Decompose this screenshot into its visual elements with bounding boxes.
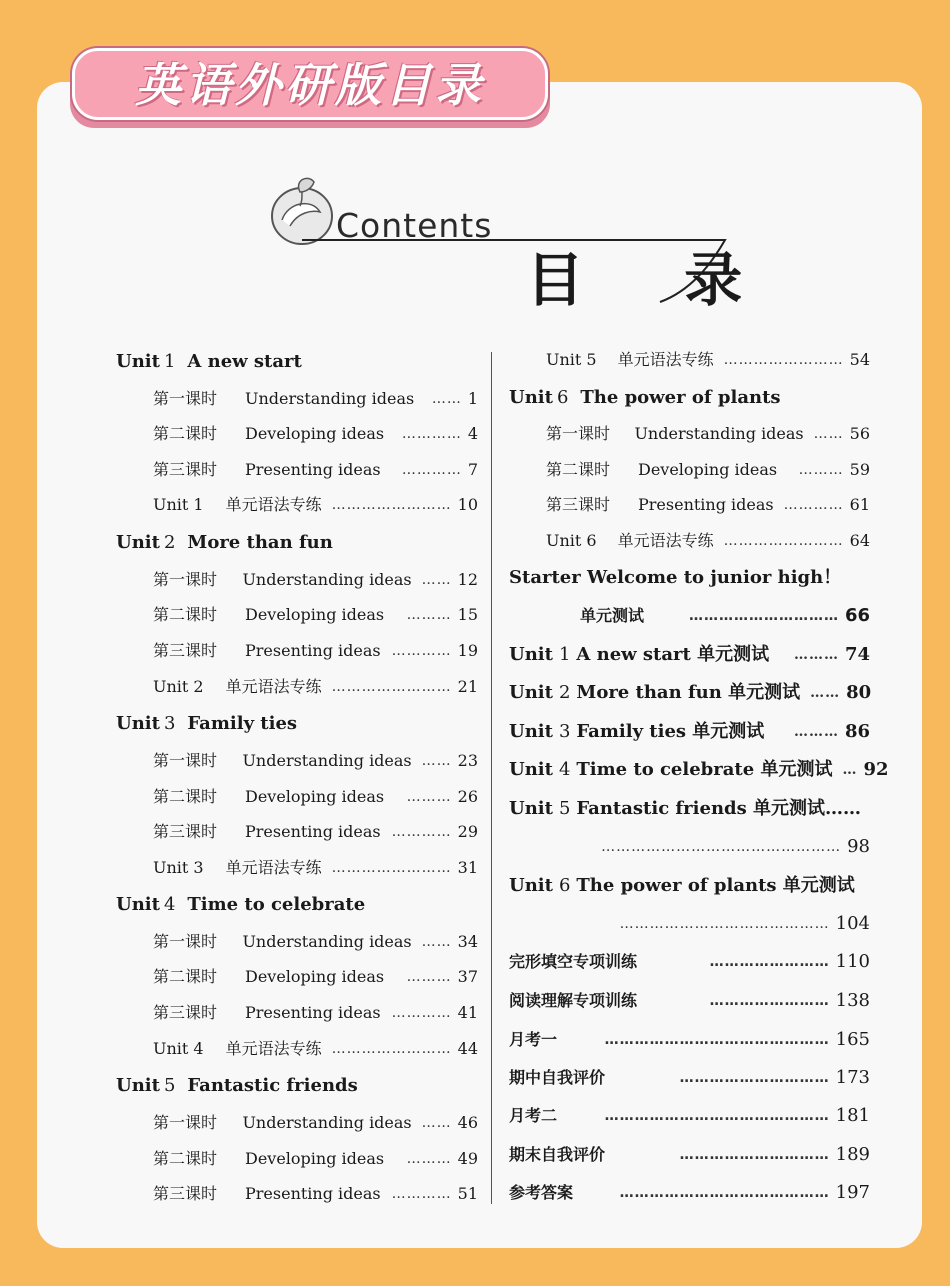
- entry-title: 月考二: [509, 1106, 558, 1125]
- unit-title: The power of plants: [580, 387, 781, 408]
- unit-number: 2: [558, 682, 571, 703]
- toc-entry[interactable]: [153, 490, 478, 520]
- column-divider: [491, 352, 492, 1204]
- unit-title: Time to celebrate: [187, 894, 366, 915]
- leader-dots: ………: [406, 789, 452, 805]
- entry-title: Family ties 单元测试: [576, 721, 765, 742]
- toc-entry[interactable]: [153, 455, 478, 485]
- entry-label: 第二课时: [153, 424, 218, 443]
- entry-title: Presenting ideas: [245, 1184, 381, 1203]
- entry-title: Presenting ideas: [245, 641, 381, 660]
- leader-dots: …………: [391, 1186, 452, 1202]
- entry-title: Understanding ideas: [242, 751, 412, 770]
- toc-entry[interactable]: [509, 1140, 870, 1170]
- entry-title: 单元语法专练: [617, 350, 714, 369]
- unit-title: A new start: [187, 351, 302, 372]
- leader-dots: …………: [401, 426, 462, 442]
- page-number: 7: [467, 460, 478, 479]
- unit-heading[interactable]: [116, 528, 333, 558]
- leader-dots: …………: [783, 497, 844, 513]
- entry-title: Presenting ideas: [245, 822, 381, 841]
- toc-entry[interactable]: [546, 526, 870, 556]
- unit-word: Unit: [116, 532, 160, 553]
- page-number: 189: [835, 1144, 870, 1165]
- entry-title: Time to celebrate 单元测试: [576, 759, 833, 780]
- unit-title: Family ties: [187, 713, 298, 734]
- leader-dots: …………: [401, 462, 462, 478]
- entry-title: A new start 单元测试: [576, 644, 770, 665]
- toc-entry[interactable]: [153, 565, 478, 595]
- unit-title: More than fun: [187, 532, 333, 553]
- banner-title: 英语外研版目录: [135, 58, 485, 112]
- entry-label: 第一课时: [153, 570, 218, 589]
- page-number: 29: [457, 822, 478, 841]
- entry-title: Understanding ideas: [242, 570, 412, 589]
- entry-title: 单元测试: [580, 606, 645, 625]
- page-number: 92: [863, 759, 889, 780]
- entry-title: 期中自我评价: [509, 1068, 606, 1087]
- entry-label: 第一课时: [153, 932, 218, 951]
- entry-label: 第三课时: [153, 1184, 218, 1203]
- unit-test-entry[interactable]: [509, 755, 889, 785]
- title-banner: [72, 48, 548, 120]
- toc-entry[interactable]: [509, 947, 870, 977]
- toc-entry[interactable]: [509, 1178, 870, 1208]
- toc-entry[interactable]: [562, 832, 870, 862]
- mulu-heading: 目 录: [526, 246, 783, 314]
- unit-number: 6: [556, 387, 569, 408]
- toc-entry[interactable]: [153, 998, 478, 1028]
- entry-label: 第二课时: [153, 967, 218, 986]
- leader-dots: ……………………………………: [619, 1185, 830, 1201]
- page-number: 23: [457, 751, 478, 770]
- entry-title: 参考答案: [509, 1183, 574, 1202]
- page-number: 12: [457, 570, 478, 589]
- unit-test-entry[interactable]: [509, 871, 870, 901]
- entry-label: Unit 2: [153, 677, 204, 696]
- leader-dots: ……: [810, 685, 841, 701]
- unit-number: 5: [163, 1075, 176, 1096]
- page-number: 80: [846, 682, 872, 703]
- entry-title: Developing ideas: [245, 787, 385, 806]
- leader-dots: ……: [421, 1115, 452, 1131]
- leader-dots: ………………………………………: [604, 1032, 830, 1048]
- toc-entry[interactable]: [153, 1034, 478, 1064]
- contents-heading: Contents: [336, 206, 493, 245]
- page-number: 98: [847, 836, 870, 857]
- entry-title: Presenting ideas: [638, 495, 774, 514]
- leader-dots: …………: [391, 824, 452, 840]
- toc-entry[interactable]: [580, 601, 870, 631]
- unit-word: Unit: [116, 351, 160, 372]
- unit-number: 1: [558, 644, 571, 665]
- unit-word: Unit: [509, 721, 553, 742]
- unit-word: Unit: [509, 682, 553, 703]
- entry-title: Developing ideas: [245, 605, 385, 624]
- unit-heading[interactable]: [509, 383, 781, 413]
- entry-title: Presenting ideas: [245, 1003, 381, 1022]
- unit-heading[interactable]: [116, 709, 297, 739]
- entry-label: Unit 4: [153, 1039, 204, 1058]
- entry-label: Unit 3: [153, 858, 204, 877]
- entry-title: 单元语法专练: [225, 1039, 322, 1058]
- toc-entry[interactable]: [153, 817, 478, 847]
- leader-dots: ……………………………………: [619, 916, 830, 932]
- page-number: 138: [835, 990, 870, 1011]
- leader-dots: ………………………………………: [604, 1108, 830, 1124]
- page-number: 66: [844, 605, 870, 626]
- toc-entry[interactable]: [153, 782, 478, 812]
- page-number: 31: [457, 858, 478, 877]
- entry-title: 单元语法专练: [617, 531, 714, 550]
- entry-title: 阅读理解专项训练: [509, 991, 638, 1010]
- toc-entry[interactable]: [546, 490, 870, 520]
- entry-label: 第二课时: [546, 460, 611, 479]
- leader-dots: …………………………: [679, 1070, 830, 1086]
- entry-title: 期末自我评价: [509, 1145, 606, 1164]
- unit-number: 2: [163, 532, 176, 553]
- toc-entry[interactable]: [153, 1144, 478, 1174]
- page-number: 46: [457, 1113, 478, 1132]
- entry-label: 第一课时: [546, 424, 611, 443]
- entry-title: The power of plants 单元测试: [576, 875, 855, 896]
- toc-entry[interactable]: [153, 927, 478, 957]
- entry-title: 单元语法专练: [225, 495, 322, 514]
- page-number: 1: [467, 389, 478, 408]
- entry-label: 第三课时: [153, 460, 218, 479]
- unit-heading[interactable]: [116, 347, 302, 377]
- entry-title: Presenting ideas: [245, 460, 381, 479]
- entry-title: Developing ideas: [245, 424, 385, 443]
- leader-dots: …: [842, 762, 858, 778]
- page-number: 165: [835, 1029, 870, 1050]
- toc-entry[interactable]: [153, 672, 478, 702]
- page-number: 51: [457, 1184, 478, 1203]
- toc-entry[interactable]: [509, 986, 870, 1016]
- leader-dots: ………: [793, 724, 839, 740]
- page-number: 34: [457, 932, 478, 951]
- unit-word: Unit: [116, 894, 160, 915]
- unit-number: 1: [163, 351, 176, 372]
- page-number: 4: [467, 424, 478, 443]
- entry-title: 完形填空专项训练: [509, 952, 638, 971]
- entry-label: Unit 6: [546, 531, 597, 550]
- page-number: 19: [457, 641, 478, 660]
- unit-word: Unit: [116, 713, 160, 734]
- entry-label: 第三课时: [153, 641, 218, 660]
- entry-title: Understanding ideas: [242, 932, 412, 951]
- toc-entry[interactable]: [153, 419, 478, 449]
- unit-number: 3: [558, 721, 571, 742]
- toc-entry[interactable]: [574, 909, 870, 939]
- entry-title: Understanding ideas: [634, 424, 804, 443]
- unit-heading[interactable]: [116, 890, 365, 920]
- unit-heading[interactable]: [116, 1071, 358, 1101]
- toc-entry[interactable]: [153, 1179, 478, 1209]
- entry-label: 第二课时: [153, 605, 218, 624]
- page-number: 49: [457, 1149, 478, 1168]
- leader-dots: ……………………: [709, 954, 830, 970]
- page-number: 74: [844, 644, 870, 665]
- toc-entry[interactable]: [153, 636, 478, 666]
- unit-word: Unit: [509, 759, 553, 780]
- entry-label: 第三课时: [546, 495, 611, 514]
- leader-dots: ……………………: [723, 352, 844, 368]
- page-number: 104: [835, 913, 870, 934]
- toc-entry[interactable]: [153, 853, 478, 883]
- unit-number: 3: [163, 713, 176, 734]
- unit-test-entry[interactable]: [509, 678, 870, 708]
- entry-label: Unit 1: [153, 495, 204, 514]
- leader-dots: ……………………: [331, 497, 452, 513]
- leader-dots: ………: [406, 969, 452, 985]
- toc-entry[interactable]: [153, 600, 478, 630]
- toc-entry[interactable]: [546, 345, 870, 375]
- unit-test-entry[interactable]: [509, 640, 870, 670]
- leader-dots: ……: [421, 753, 452, 769]
- page-number: 15: [457, 605, 478, 624]
- entry-title: 单元语法专练: [225, 858, 322, 877]
- unit-number: 4: [163, 894, 176, 915]
- toc-entry[interactable]: [546, 419, 870, 449]
- entry-title: 月考一: [509, 1030, 558, 1049]
- entry-label: 第一课时: [153, 1113, 218, 1132]
- entry-title: 单元语法专练: [225, 677, 322, 696]
- leader-dots: ………: [798, 462, 844, 478]
- leader-dots: …………………………: [688, 608, 839, 624]
- toc-entry[interactable]: [153, 384, 478, 414]
- page-number: 26: [457, 787, 478, 806]
- toc-entry[interactable]: [153, 962, 478, 992]
- page-number: 64: [849, 531, 870, 550]
- page-number: 56: [849, 424, 870, 443]
- entry-label: 第三课时: [153, 1003, 218, 1022]
- leader-dots: ……: [421, 934, 452, 950]
- unit-word: Unit: [509, 798, 553, 819]
- entry-label: 第一课时: [153, 751, 218, 770]
- entry-title: Developing ideas: [638, 460, 778, 479]
- entry-label: 第三课时: [153, 822, 218, 841]
- toc-entry[interactable]: [509, 1025, 870, 1055]
- page-number: 110: [835, 951, 870, 972]
- unit-word: Unit: [509, 387, 553, 408]
- toc-entry[interactable]: [153, 746, 478, 776]
- page-number: 54: [849, 350, 870, 369]
- page-number: 44: [457, 1039, 478, 1058]
- leader-dots: ……………………: [331, 860, 452, 876]
- entry-label: 第二课时: [153, 787, 218, 806]
- leader-dots: ………: [406, 1151, 452, 1167]
- leader-dots: ………: [406, 607, 452, 623]
- leader-dots: ……: [421, 572, 452, 588]
- page-number: 181: [835, 1105, 870, 1126]
- leader-dots: ……………………: [331, 679, 452, 695]
- starter-heading[interactable]: Starter Welcome to junior high！: [509, 567, 842, 588]
- page-number: 197: [835, 1182, 870, 1203]
- leader-dots: ………: [793, 647, 839, 663]
- entry-title: Understanding ideas: [242, 1113, 412, 1132]
- leader-dots: ……: [813, 426, 844, 442]
- leader-dots: …………: [391, 1005, 452, 1021]
- toc-entry[interactable]: [546, 455, 870, 485]
- entry-title: Developing ideas: [245, 1149, 385, 1168]
- toc-entry[interactable]: [509, 1063, 870, 1093]
- leader-dots: ……………………: [709, 993, 830, 1009]
- entry-title: More than fun 单元测试: [576, 682, 801, 703]
- entry-title: Understanding ideas: [245, 389, 415, 408]
- leader-dots: …………: [391, 643, 452, 659]
- unit-word: Unit: [509, 875, 553, 896]
- leader-dots: ……: [431, 391, 462, 407]
- leader-dots: ……………………: [331, 1041, 452, 1057]
- leader-dots: ……………………: [723, 533, 844, 549]
- page-number: 41: [457, 1003, 478, 1022]
- unit-title: Fantastic friends: [187, 1075, 358, 1096]
- leader-dots: …………………………………………: [601, 839, 842, 855]
- entry-title: Fantastic friends 单元测试……: [576, 798, 862, 819]
- unit-word: Unit: [509, 644, 553, 665]
- leader-dots: …………………………: [679, 1147, 830, 1163]
- entry-title: Developing ideas: [245, 967, 385, 986]
- page-number: 21: [457, 677, 478, 696]
- entry-label: 第一课时: [153, 389, 218, 408]
- entry-label: Unit 5: [546, 350, 597, 369]
- page-number: 10: [457, 495, 478, 514]
- unit-number: 5: [558, 798, 571, 819]
- page-number: 173: [835, 1067, 870, 1088]
- unit-test-entry[interactable]: [509, 717, 870, 747]
- page-number: 86: [844, 721, 870, 742]
- page-number: 61: [849, 495, 870, 514]
- unit-number: 6: [558, 875, 571, 896]
- page-number: 37: [457, 967, 478, 986]
- toc-entry[interactable]: [509, 1101, 870, 1131]
- unit-test-entry[interactable]: [509, 794, 870, 824]
- toc-entry[interactable]: [153, 1108, 478, 1138]
- page-number: 59: [849, 460, 870, 479]
- unit-word: Unit: [116, 1075, 160, 1096]
- unit-number: 4: [558, 759, 571, 780]
- entry-label: 第二课时: [153, 1149, 218, 1168]
